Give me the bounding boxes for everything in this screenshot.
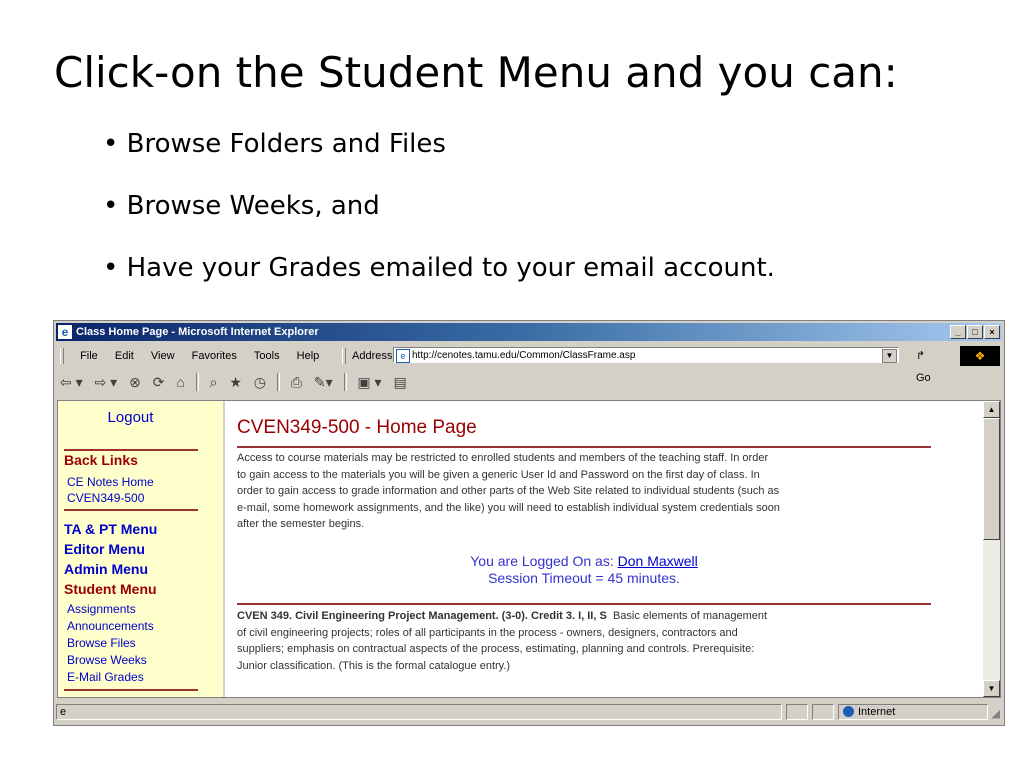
standard-toolbar (56, 369, 1002, 395)
course-line: suppliers; emphasis on contractual aspects of the process, estimating, planning and controls. Prerequisite: (237, 643, 755, 655)
link-assignments[interactable]: Assignments (67, 602, 136, 616)
status-text-cell (56, 704, 782, 720)
search-icon[interactable]: ⌕ (209, 374, 218, 390)
page-icon: e (396, 349, 410, 363)
left-nav-frame (58, 401, 225, 697)
access-line: to gain access to the materials you will be given a generic User Id and Password on the first day of class. In (237, 468, 760, 481)
student-menu-heading[interactable]: Student Menu (64, 581, 157, 597)
status-cell (786, 704, 808, 720)
course-line: Junior classification. (This is the formal catalogue entry.) (237, 659, 511, 672)
logged-on-prefix: You are Logged On as: (470, 553, 618, 569)
home-icon[interactable]: ⌂ (176, 374, 185, 390)
address-dropdown-icon[interactable]: ▼ (882, 349, 897, 363)
access-line: order to gain access to grade information and other parts of the Web Site related to individual students (such as (237, 485, 780, 497)
minimize-button[interactable]: _ (950, 325, 966, 339)
toolbar-separator (344, 373, 347, 391)
course-text: Basic elements of management (612, 610, 768, 622)
course-description (237, 608, 937, 674)
link-browse-files[interactable]: Browse Files (67, 636, 136, 650)
browser-window (53, 320, 1005, 726)
zone-label: Internet (858, 706, 896, 718)
logged-on-status (237, 553, 931, 570)
menu-file[interactable]: File (80, 350, 98, 362)
resize-grip-icon[interactable]: ◢ (991, 708, 1000, 720)
main-content-frame (225, 401, 983, 697)
stop-icon[interactable]: ⊗ (129, 374, 141, 390)
scroll-up-icon[interactable]: ▲ (983, 401, 1000, 418)
menu-help[interactable]: Help (296, 350, 320, 362)
scroll-thumb[interactable] (983, 418, 1000, 540)
toolbar-separator (277, 373, 280, 391)
scroll-down-icon[interactable]: ▼ (983, 680, 1000, 697)
bullet-item: • Browse Folders and Files (103, 124, 775, 164)
logout-link[interactable]: Logout (107, 409, 154, 426)
back-icon[interactable]: ⇦ ▾ (60, 374, 83, 390)
internet-globe-icon (843, 706, 854, 717)
menu-favorites[interactable]: Favorites (191, 350, 237, 362)
edit-icon[interactable]: ✎▾ (313, 374, 333, 390)
link-browse-weeks[interactable]: Browse Weeks (67, 653, 147, 667)
go-arrow-icon: ↱ (916, 350, 926, 362)
window-title: Class Home Page - Microsoft Internet Explorer (76, 326, 319, 338)
menubar-grip[interactable] (60, 348, 64, 364)
maximize-button[interactable]: □ (967, 325, 983, 339)
forward-icon[interactable]: ⇨ ▾ (94, 374, 118, 390)
ie-app-icon: e (58, 325, 72, 339)
window-titlebar[interactable] (56, 323, 1002, 341)
window-controls (949, 325, 1000, 343)
address-value: http://cenotes.tamu.edu/Common/ClassFrame.asp (412, 350, 636, 361)
address-label: Address (352, 350, 393, 362)
vertical-scrollbar[interactable] (983, 401, 1000, 697)
print-icon[interactable]: ⎙ (290, 374, 302, 390)
discuss-icon[interactable]: ▣ ▾ (357, 374, 382, 390)
page-heading: CVEN349-500 - Home Page (237, 417, 477, 438)
zone-cell (838, 704, 988, 720)
page-status-icon: e (57, 706, 67, 718)
menu-edit[interactable]: Edit (114, 350, 134, 362)
editor-menu-link[interactable]: Editor Menu (64, 541, 145, 557)
back-links-heading: Back Links (64, 452, 138, 468)
slide-title: Click-on the Student Menu and you can: (54, 48, 898, 97)
bullet-item: • Have your Grades emailed to your email account. (103, 248, 775, 288)
status-bar (56, 702, 1002, 722)
address-grip[interactable] (342, 348, 346, 364)
access-line: Access to course materials may be restricted to enrolled students and members of the teaching staff. In order (237, 452, 769, 464)
bullet-list (103, 124, 775, 310)
course-line (237, 608, 937, 625)
course-line: of civil engineering projects; roles of all participants in the process - owners, designers, contractors and (237, 626, 738, 639)
status-cell (812, 704, 834, 720)
link-email-grades[interactable]: E-Mail Grades (67, 670, 144, 684)
course-heading: CVEN 349. Civil Engineering Project Management. (3-0). Credit 3. I, II, S (237, 610, 607, 622)
favorites-icon[interactable]: ★ (229, 374, 242, 390)
divider (64, 449, 198, 451)
menu-view[interactable]: View (150, 350, 175, 362)
link-announcements[interactable]: Announcements (67, 619, 154, 633)
toolbar-separator (196, 373, 199, 391)
page-viewport (57, 400, 1001, 698)
divider (237, 603, 931, 605)
user-name-link[interactable]: Don Maxwell (617, 553, 698, 569)
go-label: Go (916, 372, 931, 384)
ta-pt-menu-link[interactable]: TA & PT Menu (64, 521, 158, 537)
link-ce-notes-home[interactable]: CE Notes Home (67, 475, 154, 489)
session-timeout: Session Timeout = 45 minutes. (488, 570, 680, 586)
divider (237, 446, 931, 448)
windows-logo-icon: ❖ (960, 346, 1000, 366)
refresh-icon[interactable]: ⟳ (152, 374, 165, 390)
address-bar (338, 345, 931, 384)
access-line: after the semester begins. (237, 518, 365, 530)
menu-tools[interactable]: Tools (253, 350, 280, 362)
history-icon[interactable]: ◷ (253, 374, 266, 390)
divider (64, 509, 198, 511)
divider (64, 689, 198, 691)
access-line: e-mail, some homework assignments, and the like) you will need to establish individual system credentials soon (237, 501, 780, 514)
bullet-item: • Browse Weeks, and (103, 186, 775, 226)
link-cven349-500[interactable]: CVEN349-500 (67, 491, 145, 505)
access-notice (237, 450, 937, 533)
address-input[interactable] (393, 347, 899, 363)
admin-menu-link[interactable]: Admin Menu (64, 561, 148, 577)
messenger-icon[interactable]: ▤ (393, 374, 407, 390)
close-button[interactable]: × (984, 325, 1000, 339)
menu-bar (56, 345, 1002, 384)
